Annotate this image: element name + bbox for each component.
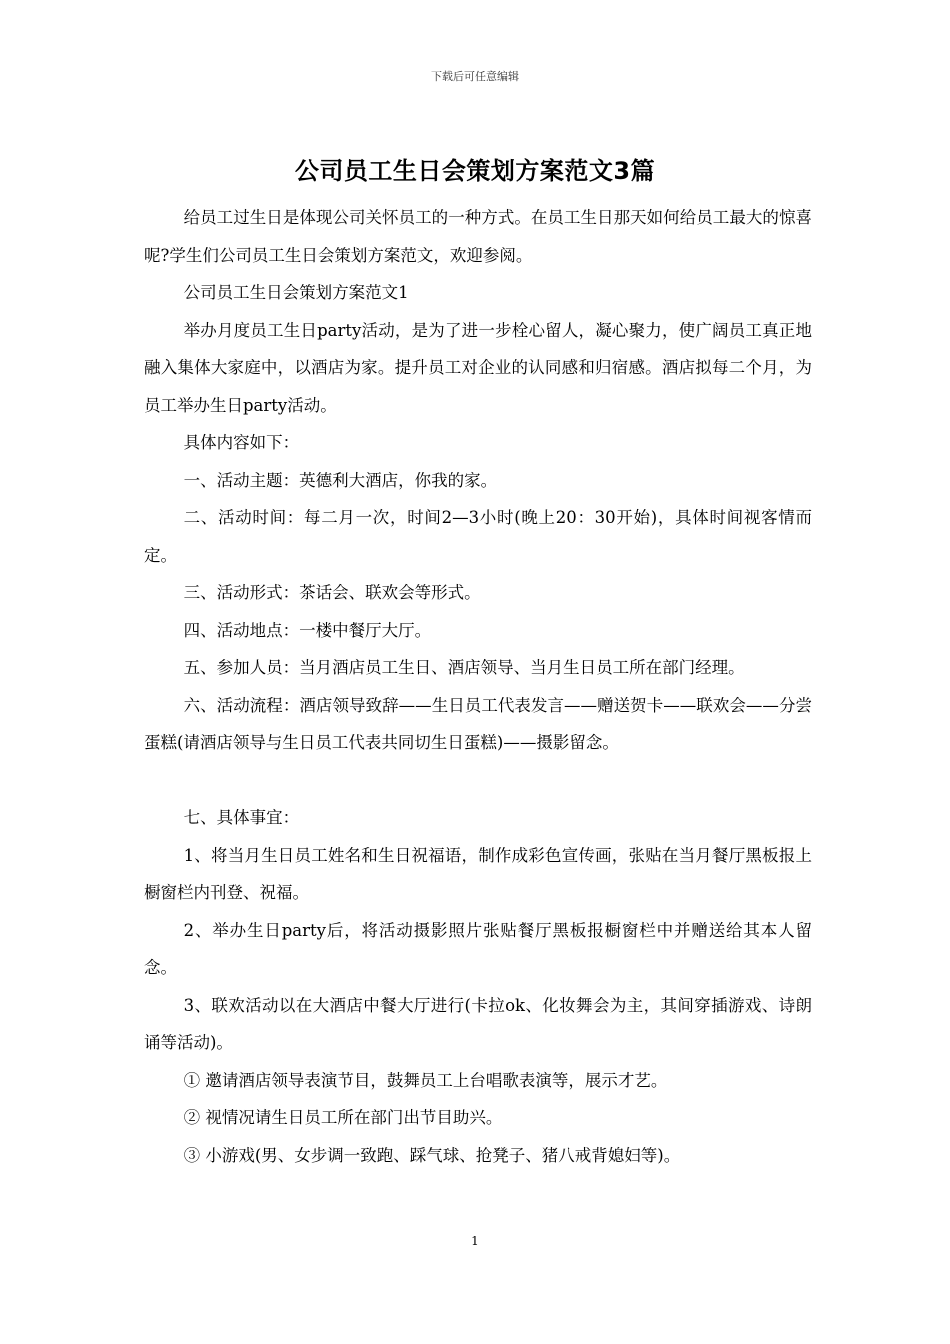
paragraph-detail-2: 2、举办生日party后，将活动摄影照片张贴餐厅黑板报橱窗栏中并赠送给其本人留念。 <box>144 920 812 977</box>
paragraph-purpose: 举办月度员工生日party活动，是为了进一步栓心留人，凝心聚力，使广阔员工真正地融入集体大家庭中，以酒店为家。提升员工对企业的认同感和归宿感。酒店拟每二个月，为员工举办生日party活动。 <box>144 320 812 415</box>
header-note: 下载后可任意编辑 <box>431 70 519 83</box>
paragraph-item-2: ② 视情况请生日员工所在部门出节目助兴。 <box>183 1108 503 1127</box>
document-body <box>144 199 812 1174</box>
paragraph-content-intro: 具体内容如下： <box>183 433 300 452</box>
paragraph-time: 二、活动时间：每二月一次，时间2—3小时(晚上20：30开始)，具体时间视客情而定。 <box>144 508 812 565</box>
paragraph-form: 三、活动形式：茶话会、联欢会等形式。 <box>183 583 481 602</box>
paragraph-section-heading: 公司员工生日会策划方案范文1 <box>183 283 409 302</box>
paragraph-participants: 五、参加人员：当月酒店员工生日、酒店领导、当月生日员工所在部门经理。 <box>183 658 745 677</box>
paragraph-item-3: ③ 小游戏(男、女步调一致跑、踩气球、抢凳子、猪八戒背媳妇等)。 <box>183 1145 681 1165</box>
paragraph-detail-3: 3、联欢活动以在大酒店中餐大厅进行(卡拉ok、化妆舞会为主，其间穿插游戏、诗朗诵等活动)。 <box>144 995 812 1052</box>
paragraph-details-heading: 七、具体事宜： <box>183 808 300 827</box>
paragraph-item-1: ① 邀请酒店领导表演节目，鼓舞员工上台唱歌表演等，展示才艺。 <box>183 1070 668 1090</box>
paragraph-process: 六、活动流程：酒店领导致辞——生日员工代表发言——赠送贺卡——联欢会——分尝蛋糕(请酒店领导与生日员工代表共同切生日蛋糕)——摄影留念。 <box>144 695 812 752</box>
paragraph-location: 四、活动地点：一楼中餐厅大厅。 <box>183 620 432 640</box>
paragraph-detail-1: 1、将当月生日员工姓名和生日祝福语，制作成彩色宣传画，张贴在当月餐厅黑板报上橱窗栏内刊登、祝福。 <box>144 845 812 902</box>
paragraph-theme: 一、活动主题：英德利大酒店，你我的家。 <box>183 470 498 490</box>
paragraph-intro: 给员工过生日是体现公司关怀员工的一种方式。在员工生日那天如何给员工最大的惊喜呢?学生们公司员工生日会策划方案范文，欢迎参阅。 <box>144 208 812 265</box>
document-title: 公司员工生日会策划方案范文3篇 <box>294 157 656 185</box>
page-number: 1 <box>471 1234 479 1248</box>
paragraph-spacer <box>144 762 812 800</box>
